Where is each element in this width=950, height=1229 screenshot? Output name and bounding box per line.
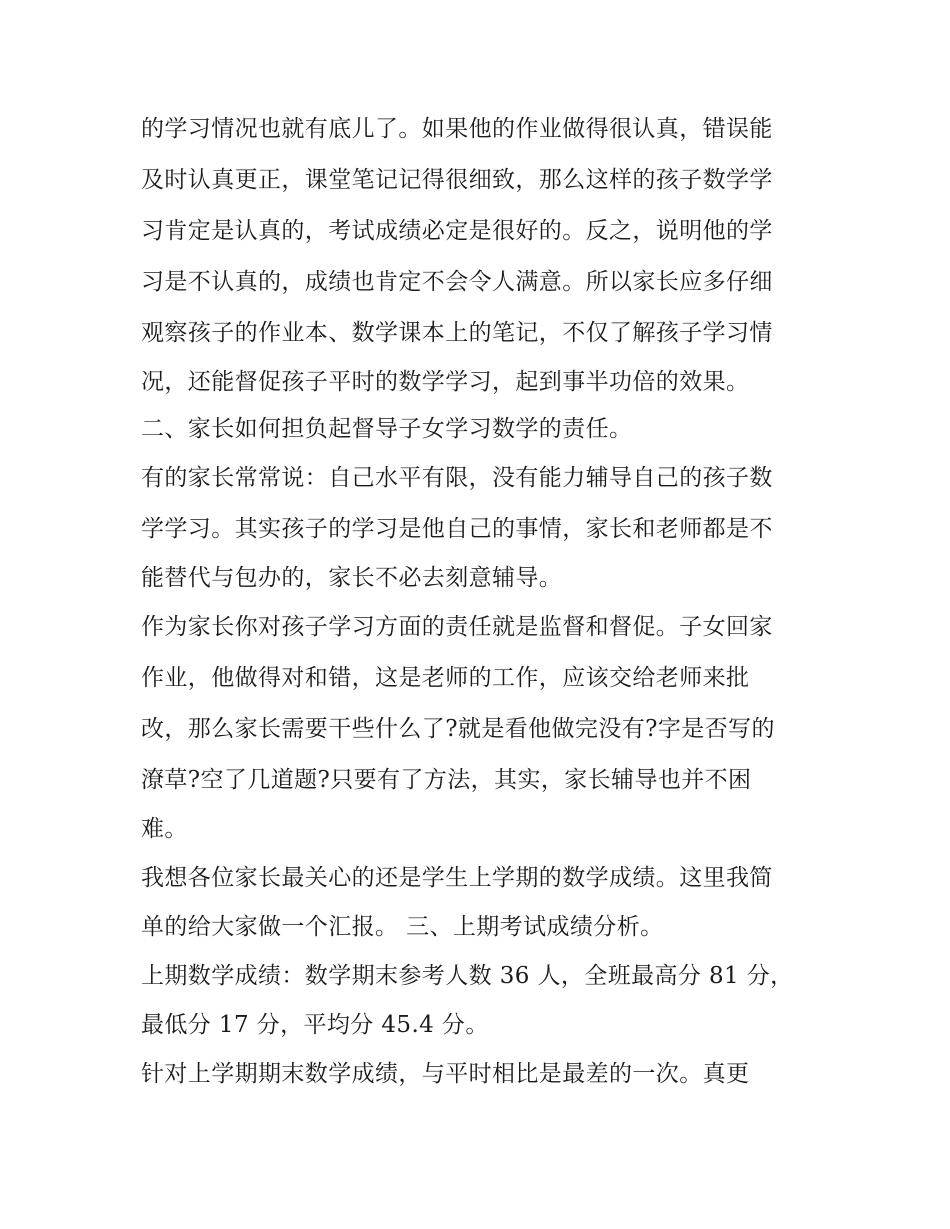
text-line: 习肯定是认真的，考试成绩必定是很好的。反之，说明他的学: [141, 218, 773, 244]
text-line: 有的家长常常说：自己水平有限，没有能力辅导自己的孩子数: [141, 465, 773, 491]
text-line: 潦草?空了几道题?只要有了方法，其实，家长辅导也并不困: [141, 767, 752, 793]
text-line: 最低分 17 分，平均分 45.4 分。: [141, 1012, 489, 1038]
text-line: 观察孩子的作业本、数学课本上的笔记，不仅了解孩子学习情: [141, 320, 773, 346]
document-body: [141, 104, 821, 1100]
text-line: 学学习。其实孩子的学习是他自己的事情，家长和老师都是不: [141, 516, 773, 542]
text-line: 单的给大家做一个汇报。 三、上期考试成绩分析。: [141, 914, 664, 940]
text-line: 的学习情况也就有底儿了。如果他的作业做得很认真，错误能: [141, 116, 773, 142]
text-line: 作业，他做得对和错，这是老师的工作，应该交给老师来批: [141, 665, 750, 691]
text-line: 上期数学成绩：数学期末参考人数 36 人，全班最高分 81 分，: [141, 963, 794, 989]
text-line: 作为家长你对孩子学习方面的责任就是监督和督促。子女回家: [141, 614, 773, 640]
text-line: 况，还能督促孩子平时的数学学习，起到事半功倍的效果。: [141, 369, 750, 395]
text-line: 及时认真更正，课堂笔记记得很细致，那么这样的孩子数学学: [141, 167, 773, 193]
text-line: 能替代与包办的，家长不必去刻意辅导。: [141, 565, 563, 591]
text-line: 我想各位家长最关心的还是学生上学期的数学成绩。这里我简: [141, 865, 773, 891]
text-line: 改，那么家长需要干些什么了?就是看他做完没有?字是否写的: [141, 716, 775, 742]
text-line: 习是不认真的，成绩也肯定不会令人满意。所以家长应多仔细: [141, 269, 773, 295]
text-line: 针对上学期期末数学成绩，与平时相比是最差的一次。真更: [141, 1061, 750, 1087]
section-heading: 二、家长如何担负起督导子女学习数学的责任。: [141, 416, 633, 442]
text-line: 难。: [141, 816, 188, 842]
